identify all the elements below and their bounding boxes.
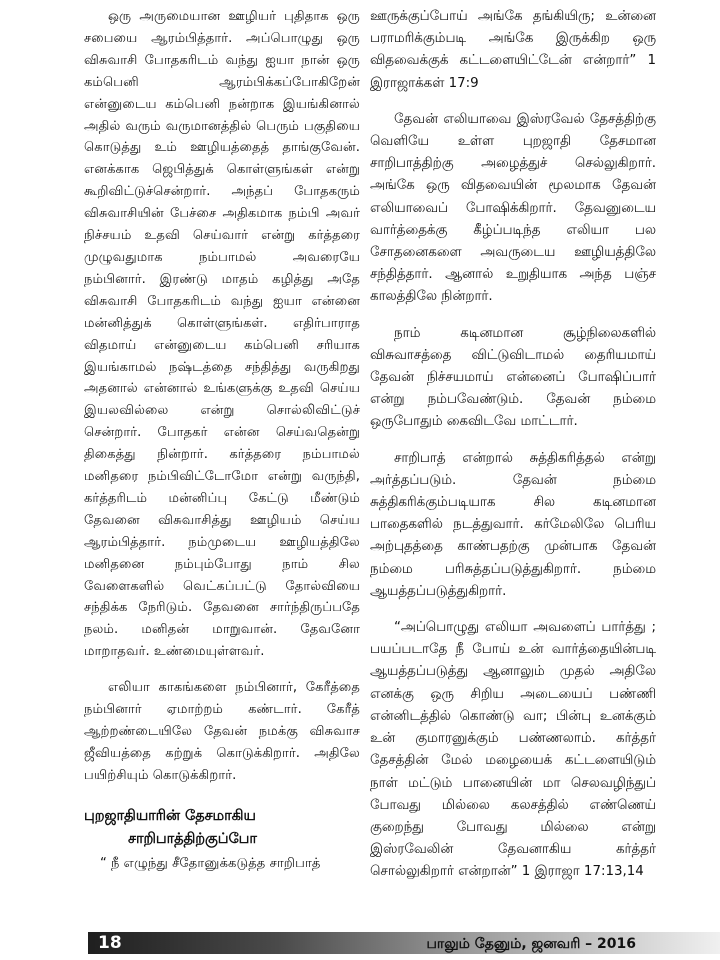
magazine-title: பாலும் தேனும், ஜனவரி – 2016: [426, 936, 636, 952]
left-column: [84, 6, 360, 889]
right-paragraph-5: “அப்பொழுது எலியா அவளைப் பார்த்து ; பயப்படாதே நீ போய் உன் வார்த்தையின்படி ஆயத்தப்படுத்து ஆனாலும் முதல் அதிலே எனக்கு ஒரு சிறிய அடையைப் பண்ணி என்னிடத்தில் கொண்டு வா; பின்பு உனக்கும் உன் குமாரனுக்கும் பண்ணலாம். கர்த்தர் தேசத்தின் மேல் மழையைக் கட்டளையிடும் நாள் மட்டும் பானையின் மா செலவழிந்துப் போவது மில்லை கலசத்தில் எண்ணெய் குறைந்து போவது மில்லை என்று இஸ்ரவேலின் தேவனாகிய கர்த்தர் சொல்லுகிறார் என்றான்” 1 இராஜா 17:13,14: [370, 620, 656, 880]
left-quote-start: “ நீ எழுந்து சீதோனுக்கடுத்த சாறிபாத்: [100, 855, 321, 871]
page-number: 18: [98, 933, 122, 953]
right-paragraph-2: தேவன் எலியாவை இஸ்ரவேல் தேசத்திற்கு வெளியே உள்ள புறஜாதி தேசமான சாறிபாத்திற்கு அழைத்துச் செல்லுகிறார். அங்கே ஒரு விதவையின் மூலமாக தேவன் எலியாவைப் போஷிக்கிறார். தேவனுடைய வார்த்தைக்கு கீழ்ப்படிந்த எலியா பல சோதனைகளை அவருடைய ஊழியத்திலே சந்தித்தார். ஆனால் உறுதியாக அந்த பஞ்ச காலத்திலே நின்றார்.: [370, 111, 656, 305]
section-heading-line-2: சாறிபாத்திற்குப்போ: [128, 830, 257, 847]
right-paragraph-3: நாம் கடினமான சூழ்நிலைகளில் விசுவாசத்தை விட்டுவிடாமல் தைரியமாய் தேவன் நிச்சயமாய் என்னைப் போஷிப்பார் என்று நம்பவேண்டும். தேவன் நம்மை ஒருபோதும் கைவிடவே மாட்டார்.: [370, 325, 656, 430]
right-paragraph-4: சாறிபாத் என்றால் சுத்திகரித்தல் என்று அர்த்தப்படும். தேவன் நம்மை சுத்திகரிக்கும்படியாக சில கடினமான பாதைகளில் நடத்துவார். கர்மேலிலே பெரிய அற்புதத்தை காண்பதற்கு முன்பாக தேவன் நம்மை பரிசுத்தப்படுத்துகிறார். நம்மை ஆயத்தப்படுத்துகிறார்.: [370, 450, 656, 599]
right-paragraph-1: ஊருக்குப்போய் அங்கே தங்கியிரு; உன்னை பராமரிக்கும்படி அங்கே இருக்கிற ஒரு விதவைக்குக் கட்டளையிட்டேன் என்றார்” 1 இராஜாக்கள் 17:9: [370, 9, 656, 91]
section-heading-line-1: புறஜாதியாரின் தேசமாகிய: [84, 807, 256, 824]
section-heading: [84, 805, 360, 851]
left-paragraph-2: எலியா காகங்களை நம்பினார், கேரீத்தை நம்பினார் ஏமாற்றம் கண்டார். கேரீத் ஆற்றண்டையிலே தேவன் நமக்கு விசுவாச ஜீவியத்தை கற்றுக் கொடுக்கிறார். அதிலே பயிற்சியும் கொடுக்கிறார்.: [84, 680, 360, 783]
left-paragraph-1: ஒரு அருமையான ஊழியர் புதிதாக ஒரு சபையை ஆரம்பித்தார். அப்பொழுது ஒரு விசுவாசி போதகரிடம் வந்து ஐயா நான் ஒரு கம்பெனி ஆரம்பிக்கப்போகிறேன் என்னுடைய கம்பெனி நன்றாக இயங்கினால் அதில் வரும் வருமானத்தில் பெரும் பகுதியை கொடுத்து உம் ஊழியத்தைத் தாங்குவேன். எனக்காக ஜெபித்துக் கொள்ளுங்கள் என்று கூறிவிட்டுச்சென்றார். அந்தப் போதகரும் விசுவாசியின் பேச்சை அதிகமாக நம்பி அவர் நிச்சயம் உதவி செய்வார் என்று கர்த்தரை முழுவதுமாக நம்பாமல் அவரையே நம்பினார். இரண்டு மாதம் கழித்து அதே விசுவாசி போதகரிடம் வந்து ஐயா என்னை மன்னித்துக் கொள்ளுங்கள். எதிர்பாராத விதமாய் என்னுடைய கம்பெனி சரியாக இயங்காமல் நஷ்டத்தை சந்தித்து வருகிறது அதனால் என்னால் உங்களுக்கு உதவி செய்ய இயலவில்லை என்று சொல்லிவிட்டுச் சென்றார். போதகர் என்ன செய்வதென்று திகைத்து நின்றார். கர்த்தரை நம்பாமல் மனிதரை நம்பிவிட்டோமோ என்று வருந்தி, கர்த்தரிடம் மன்னிப்பு கேட்டு மீண்டும் தேவனை விசுவாசித்து ஊழியம் செய்ய ஆரம்பித்தார். நம்முடைய ஊழியத்திலே மனிதனை நம்பும்போது நாம் சில வேளைகளில் வெட்கப்பட்டு தோல்வியை சந்திக்க நேரிடும். தேவனை சார்ந்திருப்பதே நலம். மனிதன் மாறுவான். தேவனோ மாறாதவர். உண்மையுள்ளவர்.: [84, 9, 360, 660]
page-footer: [88, 932, 720, 960]
right-column: [370, 6, 656, 898]
